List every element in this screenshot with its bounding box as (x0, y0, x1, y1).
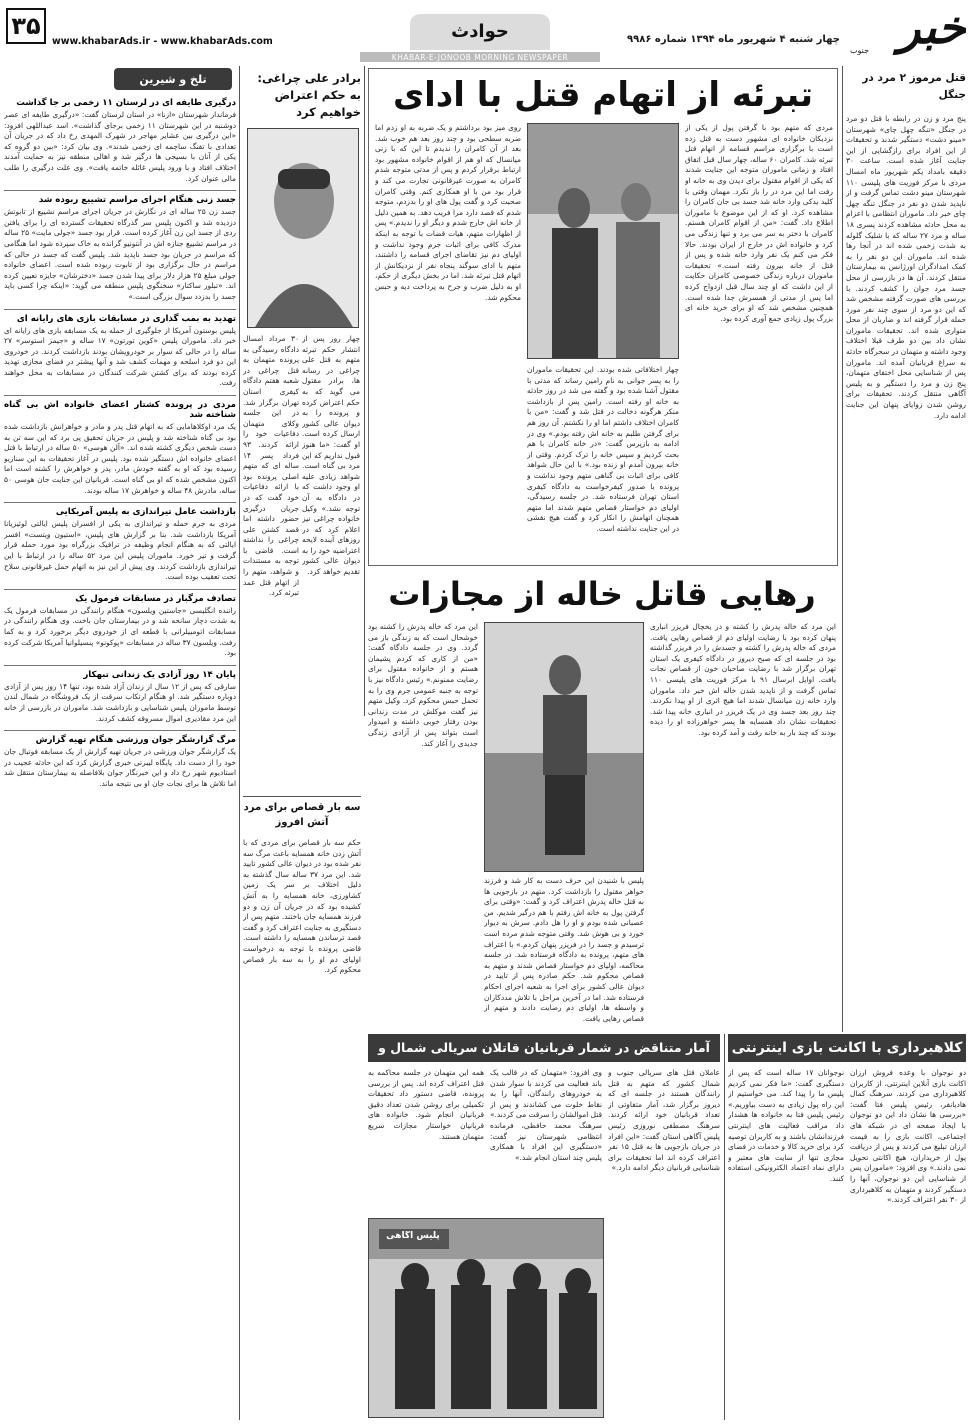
second-story-col3: این مرد که خاله پدرش را کشته بود خوشحال است که به زندگی باز می گردد. وی در جلسه دادگاه گفت: «من از کاری که کردم پشیمان هستم و از خانواده مقتول برای رضایت ممنونم.» رئیس دادگاه نیز با توجه به جنبه عمومی جرم وی را به تحمل حبس محکوم کرد. وکیل متهم نیز گفت موکلش در مدت زندانی بودن رفتار خوبی داشته و امیدوار است بتواند پس از آزادی زندگی جدیدی را آغاز کند. (368, 622, 478, 748)
divider-sidebar (364, 66, 365, 716)
left-item-headline: تهدید به بمب گذاری در مسابقات بازی های رایانه ای (16, 313, 236, 324)
sidebar-sub-block (243, 796, 361, 1418)
divider-bottom (724, 1034, 725, 1420)
bottom-mid-col2: وی افزود: «متهمان که در قالب یک باند فعالیت می کردند با سوار شدن به خودروهای رانندگان، آنها را به نقاط خلوت می کشاندند و پس از قتل اموالشان را سرقت می کردند.» سرهنگ محمد حافظی، فرمانده انتظامی شهرستان نیز گفت: «دستگیری این افراد با همکاری پلیس چند استان انجام شد.» (490, 1068, 602, 1162)
left-item-body: مردی به جرم حمله و تیراندازی به یکی از افسران پلیس ایالتی لوئیزیانا آمریکا بازداشت شد. بنا بر گزارش های پلیس، «استیون ویتست» افسر ایالتی که به هنگام انجام وظیفه در ترافیک بزرگراه بود مورد حمله قرار گرفت و تیر خورد. ماموران پلیس این مرد ۵۲ ساله را در ارتباط با این تیراندازی بازداشت کردند. وی پیش از این نیز به اتهام حمل غیرقانونی سلاح تحت تعقیب بوده است. (4, 519, 236, 582)
second-story (368, 570, 838, 1040)
sidebar-sub-body: حکم سه بار قصاص برای مردی که با آتش زدن خانه همسایه باعث مرگ سه نفر شده بود در دیوان عالی کشور تایید شد. این مرد ۳۷ ساله سال گذشته به دلیل اختلاف بر سر یک زمین کشاورزی، خانه همسایه را به آتش کشیده بود که در جریان آن زن و دو فرزند همسایه جان باختند. متهم پس از دستگیری به جنایت اعتراف کرد و گفت قصد ترساندن همسایه را داشته است. قاضی پرونده با توجه به درخواست اولیای دم او را به سه بار قصاص محکوم کرد. (243, 838, 361, 975)
right-column (846, 70, 966, 1030)
left-item-headline: بازداشت عامل تیراندازی به پلیس آمریکایی (55, 507, 236, 518)
bottom-right-story (728, 1034, 966, 1420)
left-column-title-box (114, 68, 232, 90)
left-item-divider (4, 190, 236, 191)
bottom-mid-photo (368, 1218, 604, 1418)
sidebar-col-text-a: چهار روز پس از انتشار حکم تبرئه متهم به قتل علی چراغی در رسانه ها، برادر مقتول می گوید که به حکم اعتراض کرده و پرونده را به دیوان عالی کشور ارسال کرده است. او گفت: «ما هنوز قبول نداریم که این مرد بی گناه است. شواهد زیادی علیه او وجود داشت که در دادگاه به آن توجه نشد.» وکیل خانواده چراغی نیز اعلام کرد که در روزهای آینده لایحه اعتراضیه خود را به دیوان عالی کشور تقدیم خواهد کرد. (302, 334, 360, 577)
left-item-divider (4, 395, 236, 396)
bottom-mid-story (368, 1034, 720, 1420)
newspaper-en: KHABAR-E-JONOOB MORNING NEWSPAPER (360, 52, 600, 62)
divider-left (239, 66, 240, 1420)
left-item-headline: تصادف مرگبار در مسابقات فرمول یک (75, 593, 236, 604)
courtroom-photo-icon (528, 124, 679, 359)
left-item-headline: درگیری طایفه ای در لرستان ۱۱ زخمی بر جا گذاشت (16, 98, 236, 108)
logo (846, 2, 966, 58)
bottom-right-headline-box (728, 1034, 966, 1062)
suspect-photo-icon (485, 623, 644, 872)
page-number-box (6, 8, 46, 44)
second-story-headline: رهایی قاتل خاله از مجازات (388, 575, 816, 613)
top-story-col2: چهار اختلافاتی شده بودند. این تحقیقات ماموران را به پسر جوانی به نام رامین رساند که مدتی با مقتول آشنا شده بود و گفته می شد در روز حادثه به خانه او رفته است. رامین پس از بازداشت منکر هرگونه دخالت در قتل شد و گفت: «من با کامران اختلاف داشتم اما او را نکشتم. آن روز هم برای گرفتن طلبم به خانه اش رفته بودم.» وی در ادامه به بازپرس گفت: «در خانه کامران با هم بحث کردیم و سپس خانه را ترک کردم. وقتی از خانه بیرون آمدم او زنده بود.» با این حال شواهد کافی برای اثبات بی گناهی متهم وجود نداشت و پرونده با صدور کیفرخواست به دادگاه کیفری استان تهران فرستاده شد. در جلسه رسیدگی، اولیای دم خواستار قصاص متهم شدند اما متهم همچنان اتهامش را انکار کرد و گفت هیچ نقشی در این جنایت نداشته است. (527, 365, 679, 533)
left-item-divider (4, 665, 236, 666)
sidebar-col-text-b: ۳۰ مرداد امسال دادگاه رسیدگی به پرونده متهمان به قتل چراغی در شعبه هفتم دادگاه کیفری استان تهران برگزار شد. در این جلسه وکلای متهمان دفاعیات خود را ارائه کردند. ۹۳ فرداد پسر ۱۴ ساله ای که متهم اصلی پرونده بود با ارائه دفاعیات خود گفت که در جریان درگیری حضور داشته اما قصد کشتن علی چراغی را نداشته است. قاضی با توجه به مستندات و شواهد، متهم را از اتهام قتل عمد تبرئه کرد. (243, 334, 299, 598)
left-column-title: تلخ و شیرین (139, 73, 207, 86)
section-title: حوادث (451, 21, 509, 42)
left-item-headline: پایان ۱۴ روز آزادی یک زندانی تبهکار (83, 669, 236, 680)
bottom-mid-col1: عاملان قتل های سریالی جنوب و شمال کشور که متهم به قتل رانندگان هستند در جلسه ای که دیروز برگزار شد، آمار متفاوتی از تعداد قربانیان خود ارائه کردند. سرهنگ مصطفی نوروزی رئیس پلیس آگاهی استان گفت: «این افراد در جریان بازجویی ها به قتل ۱۵ نفر اعتراف کرده اند اما تحقیقات برای شناسایی قربانیان دیگر ادامه دارد.» (608, 1068, 720, 1173)
left-item-divider (4, 502, 236, 503)
top-story (368, 68, 838, 566)
left-item-body: جسد زن ۲۵ ساله ای در نگارش در جریان اجرای مراسم تشییع از تابوتش دزدیده شد و اکنون پلیس سر گذرگاه تحقیقات گسترده ای را برای یافتن ردی از جسد این زن آغاز کرده است. قرار بود جسد «جولی مایت» ۲۵ ساله در مراسم تشییع جنازه اش در آنتونیو گرانده به خاک سپرده شود اما هنگامی که مراسم در جریان بود جسد ناپدید شد. پلیس گفت که جسد در حالی که مراسم در حال برگزاری بود از تابوت ربوده شده است. اعضای خانواده جولی مبلغ ۲۵ هزار دلار برای پیدا شدن جسد «دخترشان» جایزه تعیین کرده اند. «تبلور ساکتار» سخنگوی پلیس منطقه می گوید: «اینکه چرا کسی باید جسد را بدزدد سوال بزرگی است.» (4, 207, 236, 301)
divider-right (842, 66, 843, 1032)
page-number: ۳۵ (11, 12, 41, 40)
top-story-col3: روی میز بود برداشتم و یک ضربه به او زدم اما ضربه سطحی بود و چند روز بعد هم خوب شد. بعد از آن کامران را ندیدم تا این که با زنی میانسال که او هم از اقوام خانواده مشهور بود ارتباط برقرار کردم و پس از مدتی متوجه شدم کامران به صورت غیرقانونی تجارت می کند و قرار بود من با او همکاری کنم. وقتی کامران صحبت کرد و گفت پول های او را بدزدم، متوجه شدم که قصد دارد مرا فریب دهد. به همین دلیل از خانه اش خارج شدم و دیگر او را ندیدم.» پس از اظهارات متهم، هیات قضات با توجه به اینکه مدرک کافی برای اثبات جرم وجود نداشت و اولیای دم نیز تقاضای اجرای قسامه را داشتند، متهم با ادای سوگند پنجاه نفر از نزدیکانش از اتهام قتل تبرئه شد. اما در بخش دیگری از حکم، او به دلیل ضرب و جرح به پرداخت دیه و حبس محکوم شد. (375, 123, 521, 302)
left-column-items (4, 94, 236, 1416)
left-item-divider (4, 730, 236, 731)
bottom-right-col2: نوجوانان ۱۷ ساله است که پس از دستگیری گفت: «ما فکر نمی کردیم پلیس ما را پیدا کند. می خواستیم از این راه پول زیادی به دست بیاوریم.» رئیس پلیس فتا به خانواده ها هشدار داد مراقب فعالیت های اینترنتی فرزندانشان باشند و به کاربران توصیه کرد برای خرید کالا و خدمات در فضای مجازی تنها از سایت های معتبر و دارای نماد اعتماد الکترونیکی استفاده کنند. (728, 1068, 844, 1183)
masthead (0, 0, 970, 62)
right-column-title: قتل مرموز ۲ مرد در جنگل (862, 72, 966, 101)
left-item-body: راننده انگلیسی «جاستین ویلسون» هنگام رانندگی در مسابقات فرمول یک به شدت دچار سانحه شد و در بیمارستان جان باخت. وی هنگام رانندگی در مسابقات اتومبیلرانی با قطعه ای از خودروی دیگر برخورد کرد و به کما رفت. ویلسون ۳۷ ساله در مسابقات «پوکونو» پنسیلوانیا آمریکا شرکت کرده بود. (4, 605, 236, 658)
bottom-mid-col3: همه این متهمان در جلسه محاکمه به قتل اعتراف کرده اند. پس از بررسی پرونده، قاضی دستور داد تحقیقات تکمیلی برای روشن شدن تعداد دقیق قربانیان انجام شود. خانواده های قربانیان خواستار مجازات سریع متهمان هستند. (368, 1068, 484, 1141)
sidebar-sub-headline: سه بار قصاص برای مرد آتش افروز (243, 802, 361, 828)
sidebar-photo (247, 128, 359, 328)
bottom-mid-photo-caption: پلیس آگاهی (386, 1231, 440, 1241)
left-item-body: سارقی که پس از ۱۲ سال از زندان آزاد شده بود، تنها ۱۴ روز پس از آزادی دوباره دستگیر شد. او هنگام ارتکاب سرقت از یک فروشگاه در شمال لندن توسط ماموران پلیس شناسایی و بازداشت شد. ماموران در بازرسی از خانه این مرد مقادیری اموال مسروقه کشف کردند. (4, 681, 236, 723)
bottom-mid-headline-box (368, 1034, 720, 1062)
left-item-headline: مرگ گزارشگر جوان ورزشی هنگام تهیه گزارش (35, 735, 236, 746)
second-story-col2: پلیس با شنیدن این حرف دست به کار شد و فرزند خواهر مقتول را بازداشت کرد. متهم در بازجویی ها به قتل خاله پدرش اعتراف کرد و گفت: «وقتی برای گرفتن پول به خانه اش رفتم با هم درگیر شدیم. من عصبانی شده بودم و او را هل دادم. سرش به دیوار خورد و بی هوش شد. وقتی متوجه شدم مرده است ترسیدم و جسد را در فریزر پنهان کردم.» با اعتراف های متهم، پرونده به دادگاه فرستاده شد. در جلسه محاکمه، اولیای دم خواستار قصاص شدند و متهم به قصاص محکوم شد. حکم صادره پس از تایید در دیوان عالی کشور برای اجرا به شعبه اجرای احکام فرستاده شد. اما در آخرین مراحل با تلاش مددکاران و واسطه ها، اولیای دم رضایت دادند و متهم از قصاص رهایی یافت. (484, 876, 644, 1023)
website[interactable]: www.khabarAds.ir - www.khabarAds.com (52, 36, 273, 47)
left-item-headline: مردی در پرونده کشتار اعضای خانواده اش بی گناه شناخته شد (4, 400, 236, 421)
suspects-photo-icon (369, 1219, 604, 1418)
left-item-body: فرماندار شهرستان «ازنا» در استان لرستان گفت: «درگیری طایفه ای عصر دوشنبه در این شهرستان ۱۱ زخمی برجای گذاشت». اسد عبداللهی افزود: «این درگیری بین عشایر مهاجر در شهرک المهدی رخ داد که در جریان آن تعدادی با تفنگ ساچمه ای زخمی شدند». وی بیان کرد: «بین دو گروه که یکی از آنان با بسیجی ها درگیر شد و اهالی منطقه نیز به حمایت آمدند اختلاف افتاد و با ورود پلیس غائله خاتمه یافت». وی علت درگیری را طلب مالی عنوان کرد. (4, 110, 236, 183)
bottom-right-headline: کلاهبرداری با اکانت بازی اینترنتی (731, 1040, 963, 1056)
top-story-col1: مردی که متهم بود با گرفتن پول از یکی از نزدیکان خانواده ای مشهور دست به قتل زده است با برگزاری مراسم قسامه از اتهام قتل تبرئه شد. کامران ۶۰ ساله، چهار سال قبل اتفاق افتاد و زمانی ماموران متوجه این جنایت شدند که یکی از اقوام مقتول برای دیدن وی به خانه او رفت اما این مرد در را باز نکرد. مهمان وقتی با کلید یدکی وارد خانه شد جسد بی جان کامران را مشاهده کرد. او که از این موضوع با ماموران اطلاع داد. گفت: «من از اقوام کامران هستم. کامران با دختر به سر می برد و تنها زندگی می کرد و خانواده اش در خارج از ایران بودند. حالا فکر می کنم یک نفر وارد خانه شده و پس از قتل از خانه بیرون رفته است.» تحقیقات ماموران درباره زندگی خصوصی کامران حکایت از این داشت که او چند سال قبل ازدواج کرده اما پس از مدتی از همسرش جدا شده است. همچنین مشخص شد که او برای خرید خانه ای بزرگ پول زیادی جمع آوری کرده بود. (685, 123, 833, 323)
bottom-mid-headline: آمار متناقض در شمار قربانیان قاتلان سریالی شمال و (378, 1040, 710, 1055)
left-item-body: پلیس بوستون آمریکا از جلوگیری از حمله به یک مسابقه بازی های رایانه ای خبر داد. ماموران پلیس «کوین تورتون» ۱۷ ساله و «جیمز استوسر» ۲۷ ساله را در حالی که سوار بر خودرویشان بودند بازداشت کردند. در خودروی این دو فرد اسلحه و مهمات کشف شد و آنها پیشتر در فضای مجازی تهدید کرده بودند که برای کشتن شرکت کنندگان در مسابقات به محل خواهند رفت. (4, 325, 236, 388)
bottom-right-col1: دو نوجوان با وعده فروش ارزان اکانت بازی آنلاین اینترنتی، از کاربران کلاهبرداری می کردند. سرهنگ کمال هادیانفر، رئیس پلیس فتا گفت: «بررسی ها نشان داد این دو نوجوان با ایجاد صفحه ای در شبکه های اجتماعی، اکانت بازی را به قیمت ارزان تبلیغ می کردند و پس از دریافت پول از خریداران، هیچ اکانتی تحویل نمی دادند.» وی افزود: «ماموران پس از شناسایی این دو نوجوان، آنها را دستگیر کردند و متهمان به کلاهبرداری از ۳۰ نفر اعتراف کردند.» (850, 1068, 966, 1205)
left-item-divider (4, 309, 236, 310)
top-story-headline: تبرئه از اتهام قتل با ادای (392, 75, 814, 115)
logo-sub: جنوب (850, 46, 870, 55)
left-item-divider (4, 589, 236, 590)
date-issue: چهار شنبه ۴ شهریور ماه ۱۳۹۴ شماره ۹۹۸۶ (627, 34, 840, 45)
logo-text: خبر (898, 2, 966, 54)
portrait-icon (248, 129, 359, 328)
left-item-body: یک گزارشگر جوان ورزشی در جریان تهیه گزارش از یک مسابقه فوتبال جان خود را از دست داد. پایگاه لیبرتی خبری گزارش کرد که این حادثه عجیب در استادیوم شهر رخ داد و این خبرنگار جوان بلافاصله به بیمارستان منتقل شد اما تلاش ها برای نجات جان او بی نتیجه ماند. (4, 747, 236, 788)
second-story-col1: این مرد که خاله پدرش را کشته و در یخچال فریزر انباری پنهان کرده بود با رضایت اولیای دم از قصاص رهایی یافت. مردی که خاله پدرش را کشته و جسدش را در فریزر گذاشته بود در جلسه ای که صبح دیروز در دادگاه کیفری یک استان تهران برگزار شد با رضایت صاحبان خون از قصاص نجات یافت. اوایل ابرسال ۹۱ با مرکز فوریت های پلیسی ۱۱۰ تماس گرفت و از ناپدید شدن خاله اش خبر داد. ماموران وارد خانه زن میانسال شدند اما هیچ اثری از او پیدا نکردند. چند روز بعد جسد وی در یک فریزر در انباری خانه پیدا شد. تحقیقات نشان داد همسایه ها پسر خواهرزاده او را دیده بودند که چند بار به خانه رفت و آمد کرده بود. (650, 622, 836, 737)
second-story-photo (484, 622, 644, 872)
top-story-photo (527, 123, 679, 359)
left-column (4, 68, 236, 1418)
sidebar-headline: برادر علی چراغی: به حکم اعتراض خواهیم کرد (257, 71, 361, 119)
section-banner (410, 14, 550, 50)
right-column-body: پنج مرد و زن در رابطه با قتل دو مرد در جنگل «تنگه چهل چای» شهرستان «مینو دشت» دستگیر شدند و تحقیقات از این افراد برای رازگشایی از این جنایت آغاز شده است. ساعت ۳۰ دقیقه بامداد یکم شهریور ماه امسال مردی با مرکز فوریت های پلیسی ۱۱۰ شهرستان مینو دشت تماس گرفت و از ناپدید شدن دو نفر در جنگل تنگه چهل چای خبر داد. ماموران انتظامی با اعزام به محل حادثه مشاهده کردند پسری ۱۸ ساله و مرد ۲۷ ساله که با شلیک گلوله به شدت زخمی شده اند در آنجا رها شده اند. ماموران این دو نفر را به کمک امدادگران اورژانس به بیمارستان منتقل کردند. آن ها در بازرسی از محل جسد مرد جوان را کشف کردند. با بررسی های صورت گرفته مشخص شد که این دو مرد از سوی چند نفر مورد حمله قرار گرفته اند و ضاربان از محل متواری شده اند. تحقیقات ماموران نشان داد بین دو طرف قبلا اختلاف وجود داشته و متهمان در سحرگاه حادثه به سراغ قربانیان آمده اند. ماموران پس از شناسایی محل اختفای متهمان، پنج زن و مرد را دستگیر و به پلیس آگاهی منتقل کردند. تحقیقات برای روشن شدن زوایای پنهان این جنایت ادامه دارد. (846, 114, 966, 420)
left-item-body: یک مرد اوکلاهامایی که به اتهام قتل پدر و مادر و خواهرانش بازداشت شده بود بی گناه شناخته شد و پلیس در جریان تحقیق پی برد که این سه تن به دست شخص دیگری کشته شده اند. «آلن هوسی» ۵۰ ساله در ارتباط با قتل اعضای خانواده اش دستگیر شده بود. پلیس در آغاز تحقیقات به این سناریو رسیده بود که او به گفته خودش مادر، پدر و خواهرش را کشته است اما اکنون مشخص شده که او بی گناه است. قربانیان این جنایت جان هوسی ۵۰ ساله، مادرش ۴۸ ساله و خواهرش ۱۷ ساله بودند. (4, 422, 236, 495)
left-item-headline: جسد زنی هنگام اجرای مراسم تشییع ربوده شد (38, 195, 236, 206)
